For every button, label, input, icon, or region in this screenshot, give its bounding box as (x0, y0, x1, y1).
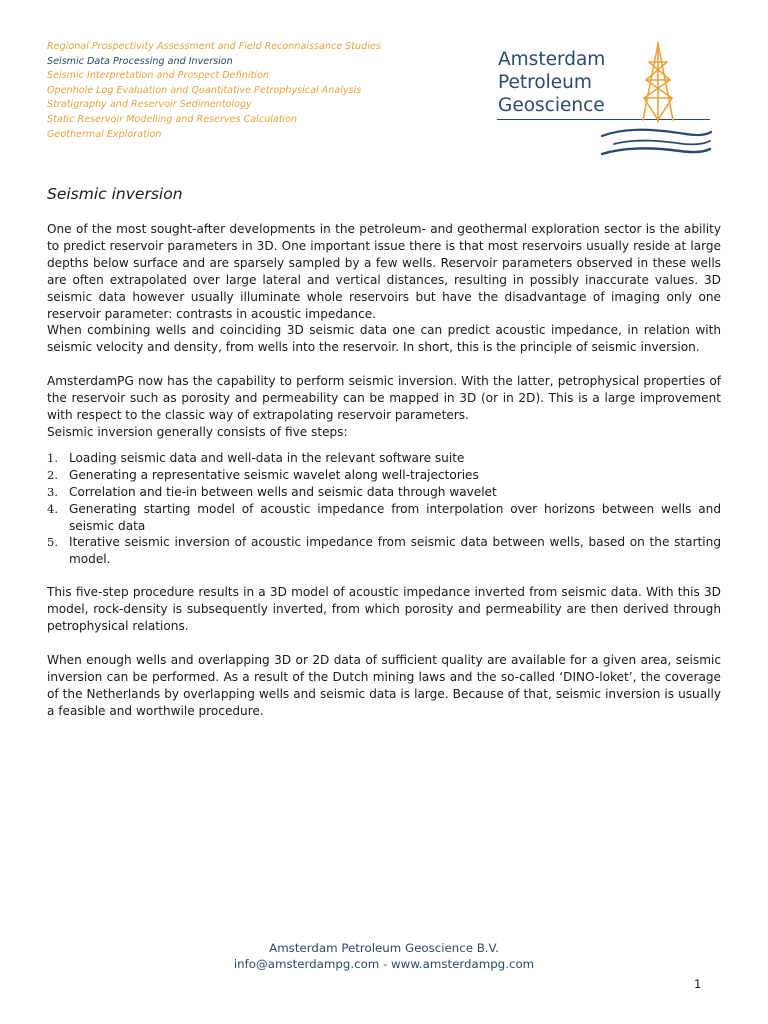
step-number: 5. (47, 535, 58, 550)
paragraph: AmsterdamPG now has the capability to perform seismic inversion. With the latter, petrophysical properties of the reservoir such as porosity and permeability can be mapped in 3D (or in 2D). This is a large improvement with respect to the classic way of extrapolating reservoir parameters. (47, 374, 721, 423)
derrick-logo-icon (598, 40, 713, 162)
paragraph: When combining wells and coinciding 3D seismic data one can predict acoustic impedance, in relation with seismic velocity and density, from wells into the reservoir. In short, this is the principle of seismic inversion. (47, 323, 721, 355)
footer-company: Amsterdam Petroleum Geoscience B.V. (269, 941, 499, 955)
step-number: 1. (47, 450, 58, 465)
list-item (47, 534, 721, 568)
step-number: 3. (47, 484, 58, 499)
step-text: Generating starting model of acoustic impedance from interpolation over horizons between wells and seismic data (69, 501, 721, 533)
footer-contact: info@amsterdampg.com - www.amsterdampg.com (233, 957, 535, 971)
paragraph: When enough wells and overlapping 3D or 2D data of sufficient quality are available for a given area, seismic inversion can be performed. As a result of the Dutch mining laws and the so-called ‘DINO-loket’, the coverage of the Netherlands by overlapping wells and seismic data is large. Because of that, seismic inversion is usually a feasible and worthwile procedure. (47, 652, 721, 718)
logo-wordmark (498, 48, 605, 117)
paragraph: This five-step procedure results in a 3D model of acoustic impedance inverted from seismic data. With this 3D model, rock-density is subsequently inverted, from which porosity and permeability are then derived through petrophysical relations. (47, 585, 721, 634)
service-item: Regional Prospectivity Assessment and Field Reconnaissance Studies (47, 41, 381, 52)
logo-line: Amsterdam (498, 49, 606, 70)
logo-line: Petroleum (498, 72, 592, 93)
service-item: Seismic Interpretation and Prospect Definition (47, 70, 269, 82)
step-number: 2. (47, 467, 58, 482)
page-title: Seismic inversion (47, 185, 183, 203)
step-text: Loading seismic data and well-data in the relevant software suite (69, 450, 465, 465)
service-item: Stratigraphy and Reservoir Sedimentology (47, 99, 252, 111)
services-list (47, 40, 381, 142)
list-item (47, 484, 721, 501)
logo-line: Geoscience (498, 95, 605, 116)
step-number: 4. (47, 501, 58, 516)
list-item (47, 467, 721, 484)
service-item: Static Reservoir Modelling and Reserves Calculation (47, 113, 298, 125)
service-item: Geothermal Exploration (47, 128, 162, 140)
paragraph: One of the most sought-after developments in the petroleum- and geothermal exploration sector is the ability to predict reservoir parameters in 3D. One important issue there is that most reservoirs usually reside at large depths below surface and are sparsely sampled by a few wells. Reservoir parameters observed in these wells are often extrapolated over large lateral and vertical distances, resulting in possibly inaccurate values. 3D seismic data however usually illuminate whole reservoirs but have the disadvantage of imaging only one reservoir parameter: contrasts in acoustic impedance. (47, 222, 721, 321)
article-body (47, 221, 721, 720)
footer (0, 940, 768, 972)
step-text: Correlation and tie-in between wells and seismic data through wavelet (69, 484, 497, 499)
service-item-active: Seismic Data Processing and Inversion (47, 55, 233, 67)
step-text: Iterative seismic inversion of acoustic impedance from seismic data between wells, based on the starting model. (69, 535, 721, 567)
steps-list (47, 450, 721, 568)
paragraph: Seismic inversion generally consists of five steps: (47, 424, 348, 439)
step-text: Generating a representative seismic wavelet along well-trajectories (69, 467, 479, 482)
list-item (47, 450, 721, 467)
service-item: Openhole Log Evaluation and Quantitative Petrophysical Analysis (47, 84, 362, 96)
list-item (47, 501, 721, 535)
page-number: 1 (694, 977, 702, 991)
